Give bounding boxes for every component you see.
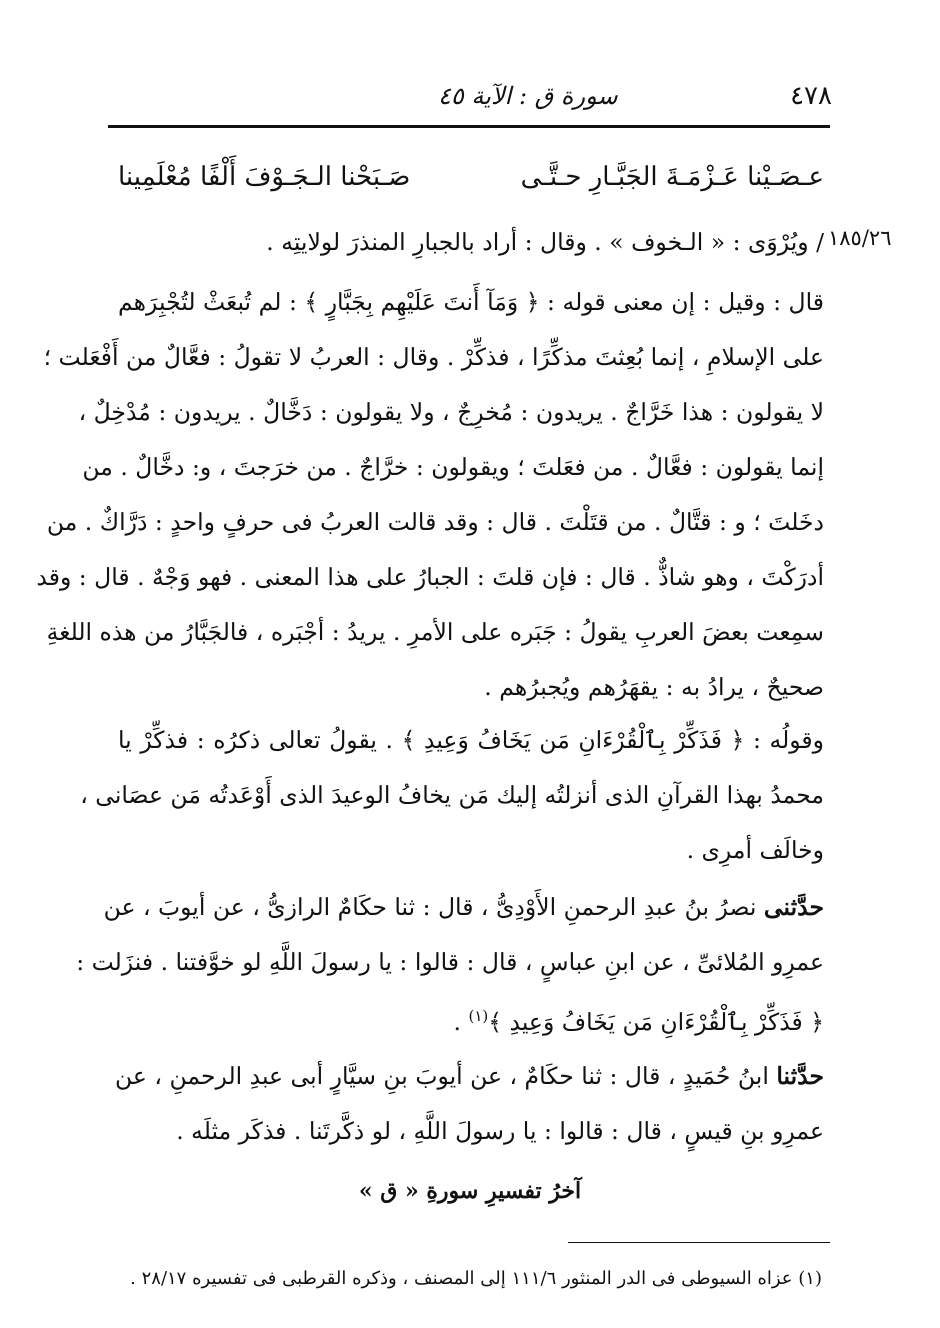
header-rule xyxy=(108,125,830,128)
hemistich-right: عـصَـيْنا عَـزْمَـةَ الجَبَّـارِ حـتَّـى xyxy=(520,162,824,192)
hemistich-left: صَـبَحْنا الـجَـوْفَ أَلْفًا مُعْلَمِينا xyxy=(118,162,411,192)
quran-quote: ﴿ فَذَكِّرْ بِٱلْقُرْءَانِ مَن يَخَافُ وَعِيدِ ﴾ xyxy=(488,1007,824,1036)
text-line: أدرَكْتَ ، وهو شاذٌّ . قال : فإن قلتَ : الجبارُ على هذا المعنى . فهو وَجْهٌ . قال : وقد xyxy=(36,563,824,591)
page-number: ٤٧٨ xyxy=(790,81,832,111)
surah-closing-title: آخرُ تفسيرِ سورةِ « ق » xyxy=(358,1178,582,1204)
text-line: لا يقولون : هذا خَرَّاجٌ . يريدون : مُخرِجٌ ، ولا يقولون : دَخَّالٌ . يريدون : مُدْخِلٌ ، xyxy=(78,398,824,426)
text-line: صحيحٌ ، يرادُ به : يقهَرُهم ويُجبرُهم . xyxy=(484,673,824,701)
narration-lead: حدَّثنى xyxy=(763,893,824,921)
text-line: / ويُرْوَى : « الـخوف » . وقال : أراد بالجبارِ المنذرَ لولايتِه . xyxy=(266,228,824,256)
text-line: قال : وقيل : إن معنى قوله : ﴿ وَمَآ أَنتَ عَلَيْهِم بِجَبَّارٍ ﴾ : لم تُبعَثْ لتُجْبِرَهم xyxy=(118,288,824,316)
surah-reference: سورة ق : الآية ٤٥ xyxy=(438,82,618,110)
footnote-rule xyxy=(568,1242,830,1243)
text-line: وقولُه : ﴿ فَذَكِّرْ بِٱلْقُرْءَانِ مَن يَخَافُ وَعِيدِ ﴾ . يقولُ تعالى ذكرُه : فذكِّرْ يا xyxy=(118,726,824,754)
text-line: على الإسلامِ ، إنما بُعِثتَ مذكِّرًا ، فذكِّرْ . وقال : العربُ لا تقولُ : فعَّالٌ من أَفْعَلت ؛ xyxy=(43,343,824,371)
text-line: إنما يقولون : فعَّالٌ . من فعَلتَ ؛ ويقولون : خرَّاجٌ . من خرَجتَ ، و: دخَّالٌ . من xyxy=(82,453,824,481)
hadith-text: نصرُ بنُ عبدِ الرحمنِ الأَوْدِىُّ ، قال : ثنا حكَامٌ الرازىُّ ، عن أيوبَ ، عن xyxy=(103,893,757,921)
text-line: دخَلتَ ؛ و : قتَّالٌ . من قتَلْتَ . قال : وقد قالت العربُ فى حرفٍ واحدٍ : دَرَّاكٌ . من xyxy=(46,508,824,536)
hadith-line xyxy=(115,1060,824,1092)
text-line: وخالَف أمرِى . xyxy=(686,836,824,864)
text-line: عمرِو بنِ قيسٍ ، قال : قالوا : يا رسولَ اللَّهِ ، لو ذكَّرتَنا . فذكَر مثلَه . xyxy=(176,1117,824,1145)
text-line: محمدُ بهذا القرآنِ الذى أنزلتُه إليك مَن يخافُ الوعيدَ الذى أَوْعَدتُه مَن عصَانى ، xyxy=(80,781,824,809)
footnote: (١) عزاه السيوطى فى الدر المنثور ١١١/٦ إلى المصنف ، وذكره القرطبى فى تفسيره ٢٨/١٧ . xyxy=(130,1268,822,1289)
volume-page-marker: ١٨٥/٢٦ xyxy=(828,226,892,250)
footnote-reference[interactable]: (١) xyxy=(468,1007,489,1025)
text-line: عمرِو المُلائىِّ ، عن ابنِ عباسٍ ، قال : قالوا : يا رسولَ اللَّهِ لو خوَّفتنا . فنزَلت : xyxy=(76,948,824,976)
running-header xyxy=(108,76,832,116)
text-line: سمِعت بعضَ العربِ يقولُ : جَبَره على الأمرِ . يريدُ : أجْبَره ، فالجَبَّارُ من هذه اللغةِ xyxy=(46,618,824,646)
poem-verse xyxy=(118,162,824,192)
hadith-line xyxy=(103,891,824,923)
hadith-text: ابنُ حُمَيدٍ ، قال : ثنا حكَامٌ ، عن أيوبَ بنِ سيَّارٍ أبى عبدِ الرحمنِ ، عن xyxy=(115,1062,769,1090)
quran-line: ﴿ فَذَكِّرْ بِٱلْقُرْءَانِ مَن يَخَافُ وَعِيدِ ﴾$^{(١)}$ . xyxy=(453,1007,824,1036)
narration-lead: حدَّثنا xyxy=(776,1062,824,1090)
